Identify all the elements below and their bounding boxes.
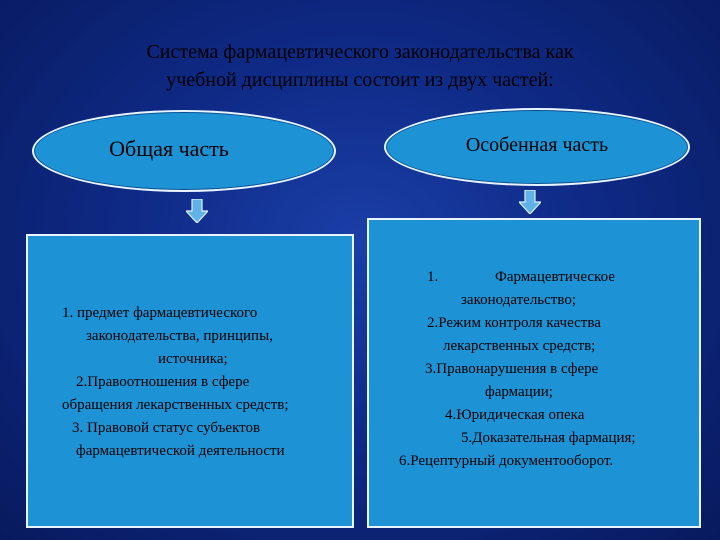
general-part-content-box [26, 234, 354, 528]
title-line-1: Система фармацевтического законодательства как [146, 41, 574, 63]
special-item-line: фармации; [485, 384, 553, 400]
down-arrow-icon [519, 190, 541, 214]
special-item-line: Фармацевтическое [495, 269, 615, 285]
special-part-label: Особенная часть [465, 133, 609, 156]
special-item-line: 3.Правонарушения в сфере [425, 361, 599, 377]
special-item-line: 1. [427, 269, 439, 285]
general-part-label: Общая часть [109, 136, 229, 161]
special-part-content-box [367, 218, 701, 528]
special-item-line: законодательство; [461, 292, 577, 308]
general-item-line: обращения лекарственных средств; [62, 397, 289, 413]
general-part-ellipse [32, 110, 336, 192]
special-item-line: 2.Режим контроля качества [427, 315, 601, 331]
general-item-line: 2.Правоотношения в сфере [76, 374, 250, 390]
title-line-2: учебной дисциплины состоит из двух частей: [166, 69, 554, 91]
special-item-line: 5.Доказательная фармация; [461, 430, 636, 446]
down-arrow-icon [186, 199, 208, 223]
special-item-line: 6.Рецептурный документооборот. [399, 453, 614, 469]
general-item-line: 3. Правовой статус субъектов [72, 420, 261, 436]
general-item-line: 1. предмет фармацевтического [62, 305, 258, 321]
special-part-ellipse [384, 108, 690, 186]
general-item-line: источника; [158, 351, 228, 367]
special-item-line: лекарственных средств; [443, 338, 596, 354]
general-item-line: законодательства, принципы, [86, 328, 273, 344]
special-item-line: 4.Юридическая опека [445, 407, 585, 423]
general-item-line: фармацевтической деятельности [76, 443, 285, 459]
slide-title [60, 38, 660, 94]
